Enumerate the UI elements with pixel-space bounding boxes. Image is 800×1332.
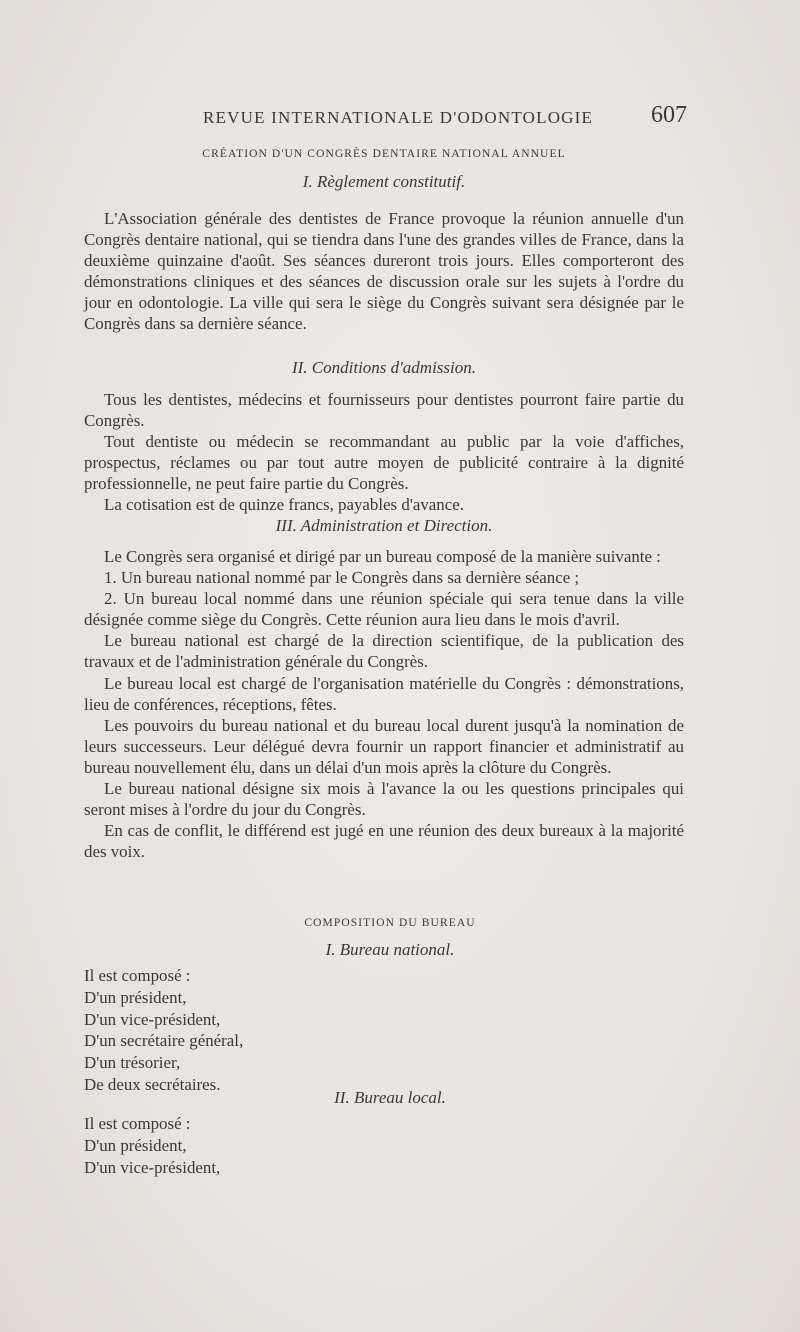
list-item: D'un trésorier, <box>84 1053 181 1073</box>
section-heading-administration: III. Administration et Direction. <box>275 516 493 535</box>
paragraph: 2. Un bureau local nommé dans une réunion spéciale qui sera tenue dans la ville désignée comme siège du Congrès. Cette réunion aura lieu dans le mois d'avril. <box>84 589 684 630</box>
paragraph: Les pouvoirs du bureau national et du bureau local durent jusqu'à la nomination de leurs successeurs. Leur délégué devra fournir un rapport financier et administratif au bureau nouvellement élu, dans un délai d'un mois après la clôture du Congrès. <box>84 715 684 777</box>
list-item: D'un secrétaire général, <box>84 1031 244 1051</box>
paragraph: Tous les dentistes, médecins et fournisseurs pour dentistes pourront faire partie du Congrès. <box>84 390 684 431</box>
section-reglement-body <box>84 208 684 335</box>
list-item: D'un vice-président, <box>84 1157 221 1177</box>
paragraph: Le bureau local est chargé de l'organisation matérielle du Congrès : démonstrations, lieu de conférences, réceptions, fêtes. <box>84 673 684 714</box>
composition-title: COMPOSITION DU BUREAU <box>304 917 476 929</box>
list-item: D'un président, <box>84 1135 187 1155</box>
section-heading-reglement: I. Règlement constitutif. <box>302 172 466 191</box>
bureau-national-list <box>84 965 684 1096</box>
bureau-local-list <box>84 1113 684 1178</box>
list-item: De deux secrétaires. <box>84 1074 221 1094</box>
paragraph: La cotisation est de quinze francs, payables d'avance. <box>104 495 464 515</box>
section-admission-body <box>84 389 684 516</box>
heading-bureau-local: II. Bureau local. <box>334 1088 446 1107</box>
article-title: CRÉATION D'UN CONGRÈS DENTAIRE NATIONAL ANNUEL <box>202 148 566 160</box>
section-administration-body <box>84 546 684 862</box>
paragraph: En cas de conflit, le différend est jugé en une réunion des deux bureaux à la majorité des voix. <box>84 821 684 862</box>
list-item: D'un vice-président, <box>84 1009 221 1029</box>
list-item: Il est composé : <box>84 966 191 985</box>
running-title: REVUE INTERNATIONALE D'ODONTOLOGIE <box>203 108 594 127</box>
page-number: 607 <box>651 102 687 128</box>
page-header <box>187 102 687 134</box>
list-item: Il est composé : <box>84 1114 191 1133</box>
section-heading-admission: II. Conditions d'admission. <box>291 358 477 377</box>
list-item: D'un président, <box>84 987 187 1007</box>
paragraph: Le bureau national désigne six mois à l'avance la ou les questions principales qui seront mises à l'ordre du jour du Congrès. <box>84 779 684 820</box>
paragraph: 1. Un bureau national nommé par le Congrès dans sa dernière séance ; <box>104 568 580 588</box>
heading-bureau-national: I. Bureau national. <box>325 940 455 959</box>
paragraph: Tout dentiste ou médecin se recommandant au public par la voie d'affiches, prospectus, réclames ou par tout autre moyen de publicité contraire à la dignité professionnelle, ne peut faire partie du Congrès. <box>84 432 684 494</box>
paragraph: L'Association générale des dentistes de France provoque la réunion annuelle d'un Congrès dentaire national, qui se tiendra dans l'une des grandes villes de France, dans la deuxième quinzaine d'août. Ses séances dureront trois jours. Elles comporteront des démonstrations cliniques et des séances de discussion orale sur les sujets à l'ordre du jour en odontologie. La ville qui sera le siège du Congrès suivant sera désignée par le Congrès dans sa dernière séance. <box>84 209 684 334</box>
paragraph: Le bureau national est chargé de la direction scientifique, de la publication des travaux et de l'administration générale du Congrès. <box>84 631 684 672</box>
paragraph: Le Congrès sera organisé et dirigé par un bureau composé de la manière suivante : <box>104 547 661 566</box>
